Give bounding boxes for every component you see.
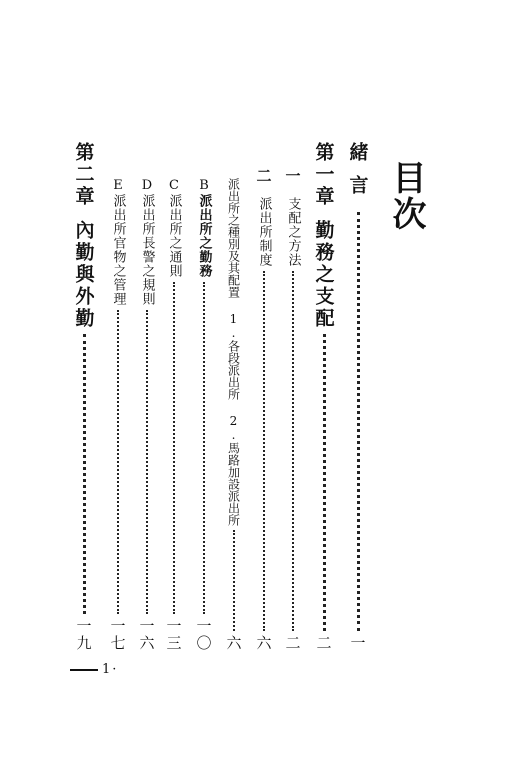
- toc-entry-subsection-d: [135, 178, 159, 652]
- toc-entry-intro: [346, 142, 370, 652]
- dot-leader: [233, 530, 235, 631]
- subsection-title: 派出所官物之管理: [110, 194, 126, 306]
- toc-entry-chapter-2: [72, 142, 96, 652]
- footer-page-number: 1: [102, 662, 111, 677]
- section-number: 一: [283, 168, 302, 185]
- entry-label: 緒言: [346, 142, 369, 208]
- page-number: 一: [348, 635, 367, 652]
- subsection-title: 派出所長警之規則: [139, 194, 155, 306]
- toc-entry-subsection-c: [162, 178, 186, 652]
- footer-dash: [70, 669, 98, 671]
- section-number: 二: [254, 168, 273, 185]
- page-number: 一七: [108, 618, 127, 652]
- dot-leader: [357, 212, 360, 631]
- subsection-number: B: [196, 178, 212, 194]
- toc-entry-subsection-e: [106, 178, 130, 652]
- footer-dot: ·: [112, 662, 117, 677]
- page-number: 一六: [137, 618, 156, 652]
- page-number: 一〇: [194, 618, 213, 652]
- dot-leader: [117, 310, 119, 614]
- dot-leader: [292, 271, 294, 631]
- toc-entry-chapter-1: [312, 142, 336, 652]
- toc-entry-section-2: [252, 168, 276, 652]
- page-number: 一九: [74, 618, 93, 652]
- chapter-title: 勤務之支配: [312, 220, 335, 330]
- dot-leader: [146, 310, 148, 614]
- page-number: 二: [314, 635, 333, 652]
- page-number: 六: [254, 635, 273, 652]
- section-title: 支配之方法: [285, 197, 301, 267]
- dot-leader: [83, 334, 86, 614]
- dot-leader: [323, 334, 326, 631]
- chapter-number: 第一章: [312, 142, 335, 208]
- subsection-title: 派出所之勤務: [196, 194, 212, 278]
- section-title: 派出所制度: [256, 197, 272, 267]
- page-footer: [70, 662, 116, 677]
- dot-leader: [263, 271, 265, 631]
- subsection-number: D: [139, 178, 155, 194]
- subsection-title: 派出所之種別及其配置 1.各段派出所 2.馬路加設派出所: [226, 178, 241, 526]
- subsection-number: E: [110, 178, 126, 194]
- toc-entry-subsection-b: [192, 178, 216, 652]
- subsection-number: C: [166, 178, 182, 194]
- dot-leader: [173, 282, 175, 614]
- page-heading: 目次: [386, 160, 426, 232]
- dot-leader: [203, 282, 205, 614]
- page-number: 一三: [164, 618, 183, 652]
- page-number: 二: [283, 635, 302, 652]
- subsection-title: 派出所之通則: [166, 194, 182, 278]
- chapter-title: 內勤與外勤: [72, 220, 95, 330]
- toc-entry-section-1: [281, 168, 305, 652]
- toc-entry-subsection-a: [222, 178, 246, 652]
- chapter-number: 第二章: [72, 142, 95, 208]
- page-number: 六: [224, 635, 243, 652]
